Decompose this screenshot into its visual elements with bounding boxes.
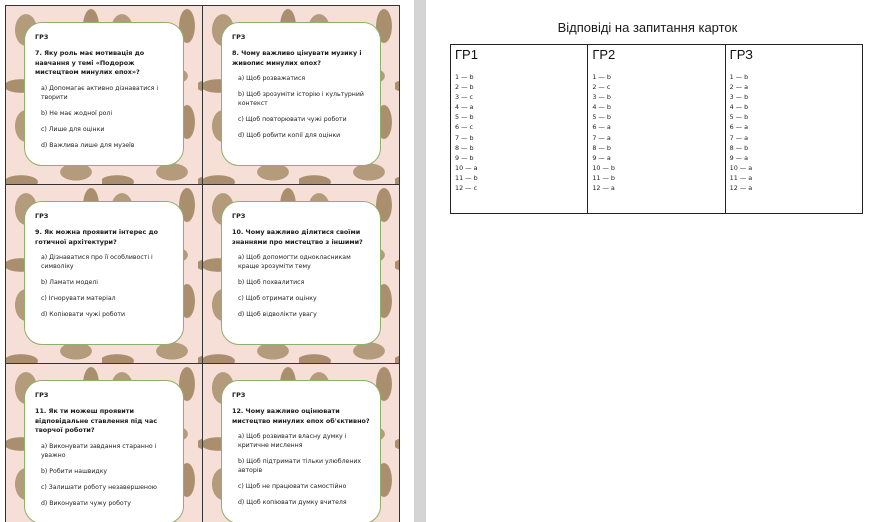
card-option: b) Робити нашвидку	[41, 467, 108, 475]
answer-item: 4 — b	[592, 103, 611, 112]
card-option: c) Залишати роботу незавершеною	[41, 483, 157, 491]
card-option: а) Щоб розвивати власну думку і критичне мислення	[238, 433, 347, 449]
answer-item: 10 — a	[729, 163, 753, 172]
card-question: 10. Чому важливо ділитися своїми знаннями про мистецтво з іншими?	[232, 228, 363, 246]
card-cell	[203, 364, 400, 522]
card-group-label: ГРЗ	[35, 212, 49, 220]
card-cell	[6, 364, 203, 522]
answer-item: 8 — b	[592, 143, 611, 152]
answer-item: 2 — c	[592, 83, 611, 92]
card-cell	[6, 6, 203, 185]
answer-item: 8 — b	[455, 143, 474, 152]
column-header: ГР1	[455, 47, 478, 62]
answers-title: Відповіді на запитання карток	[557, 20, 738, 35]
card-question: 12. Чому важливо оцінювати мистецтво минулих епох об'єктивно?	[232, 407, 370, 425]
column-header: ГР2	[592, 47, 616, 62]
question-card	[24, 201, 184, 345]
answer-item: 3 — c	[455, 93, 474, 102]
answer-item: 12 — a	[729, 184, 753, 193]
answer-item: 3 — b	[592, 93, 611, 102]
card-option: b) Щоб підтримати тільки улюблених авторів	[238, 458, 362, 474]
card-option: c) Лише для оцінки	[41, 125, 105, 133]
table-row	[451, 45, 863, 214]
answer-item: 9 — a	[592, 153, 611, 162]
page-gap	[414, 0, 426, 522]
card-option: b) Щоб зрозуміти історію і культурний контекст	[238, 91, 364, 107]
card-option: c) Щоб повторювати чужі роботи	[238, 116, 347, 123]
question-card	[221, 380, 381, 522]
card-option: d) Щоб робити копії для оцінки	[238, 132, 341, 139]
question-card	[24, 22, 184, 166]
question-card	[221, 22, 381, 166]
answer-item: 4 — a	[455, 103, 474, 112]
answer-item: 11 — b	[592, 173, 615, 182]
card-question: 9. Як можна проявити інтерес до готичної архітектури?	[35, 228, 159, 246]
card-group-label: ГРЗ	[35, 33, 49, 41]
answer-item: 12 — a	[592, 184, 615, 193]
answer-item: 8 — b	[729, 143, 749, 152]
answer-item: 12 — c	[455, 184, 478, 193]
answers-table	[450, 44, 863, 214]
answer-item: 2 — a	[729, 83, 749, 92]
answer-item: 10 — a	[455, 163, 478, 172]
card-group-label: ГРЗ	[232, 33, 246, 41]
card-option: c) Щоб не працювати самостійно	[238, 483, 347, 490]
card-group-label: ГРЗ	[35, 391, 49, 399]
card-option: а) Щоб розважатися	[238, 75, 306, 82]
answers-column	[725, 45, 862, 214]
answer-item: 1 — b	[592, 73, 611, 81]
card-option: а) Щоб допомогти однокласникам краще зрозуміти тему	[238, 254, 351, 270]
answer-item: 6 — c	[455, 123, 474, 132]
answer-item: 6 — a	[592, 123, 611, 132]
answers-column	[588, 45, 725, 214]
card-option: c) Ігнорувати матеріал	[41, 295, 116, 302]
answer-item: 11 — a	[729, 173, 753, 182]
card-question: 11. Як ти можеш проявити відповідальне ставлення під час творчої роботи?	[35, 407, 158, 434]
card-option: а) Допомагає активно дізнаватися і творити	[41, 84, 159, 101]
card-question: 8. Чому важливо цінувати музику і живопис минулих епох?	[232, 49, 362, 67]
answer-item: 1 — b	[455, 73, 474, 81]
card-question: 7. Яку роль має мотивація до навчання у темі «Подорож мистецтвом минулих епох»?	[35, 49, 145, 76]
answer-item: 11 — b	[455, 173, 478, 182]
card-option: d) Важлива лише для музеїв	[41, 141, 135, 149]
card-option: d) Щоб відволікти увагу	[238, 311, 317, 318]
card-option: d) Копіювати чужі роботи	[41, 311, 126, 318]
card-option: d) Виконувати чужу роботу	[41, 499, 131, 507]
cards-page	[0, 0, 414, 522]
answer-item: 7 — a	[592, 133, 611, 142]
answer-item: 1 — b	[729, 73, 749, 81]
card-cell	[203, 6, 400, 185]
answer-item: 5 — b	[592, 113, 611, 122]
card-option: b) Щоб похвалитися	[238, 279, 305, 286]
answer-item: 2 — b	[455, 83, 474, 92]
answers-column	[451, 45, 588, 214]
card-option: d) Щоб копіювати думку вчителя	[238, 499, 347, 506]
card-option: b) Не має жодної ролі	[41, 109, 113, 117]
answer-item: 9 — b	[455, 153, 474, 162]
answer-item: 5 — b	[729, 113, 749, 122]
card-cell	[6, 185, 203, 364]
answer-item: 5 — b	[455, 113, 474, 122]
card-group-label: ГРЗ	[232, 391, 246, 399]
answer-item: 10 — b	[592, 163, 615, 172]
card-option: b) Ламати моделі	[41, 279, 99, 286]
answer-item: 7 — b	[455, 133, 474, 142]
answer-item: 9 — a	[729, 153, 749, 162]
column-header: ГРЗ	[729, 47, 753, 62]
answers-page	[426, 0, 869, 522]
question-card	[24, 380, 184, 522]
answer-item: 7 — a	[729, 133, 749, 142]
card-option: а) Дізнаватися про її особливості і символіку	[41, 254, 153, 270]
question-card	[221, 201, 381, 345]
cards-grid	[5, 5, 400, 522]
card-option: а) Виконувати завдання старанно і уважно	[41, 442, 157, 459]
answer-item: 4 — b	[729, 103, 749, 112]
answer-item: 6 — a	[729, 123, 749, 132]
card-cell	[203, 185, 400, 364]
card-group-label: ГРЗ	[232, 212, 246, 220]
card-option: c) Щоб отримати оцінку	[238, 295, 317, 302]
answer-item: 3 — b	[729, 93, 749, 102]
